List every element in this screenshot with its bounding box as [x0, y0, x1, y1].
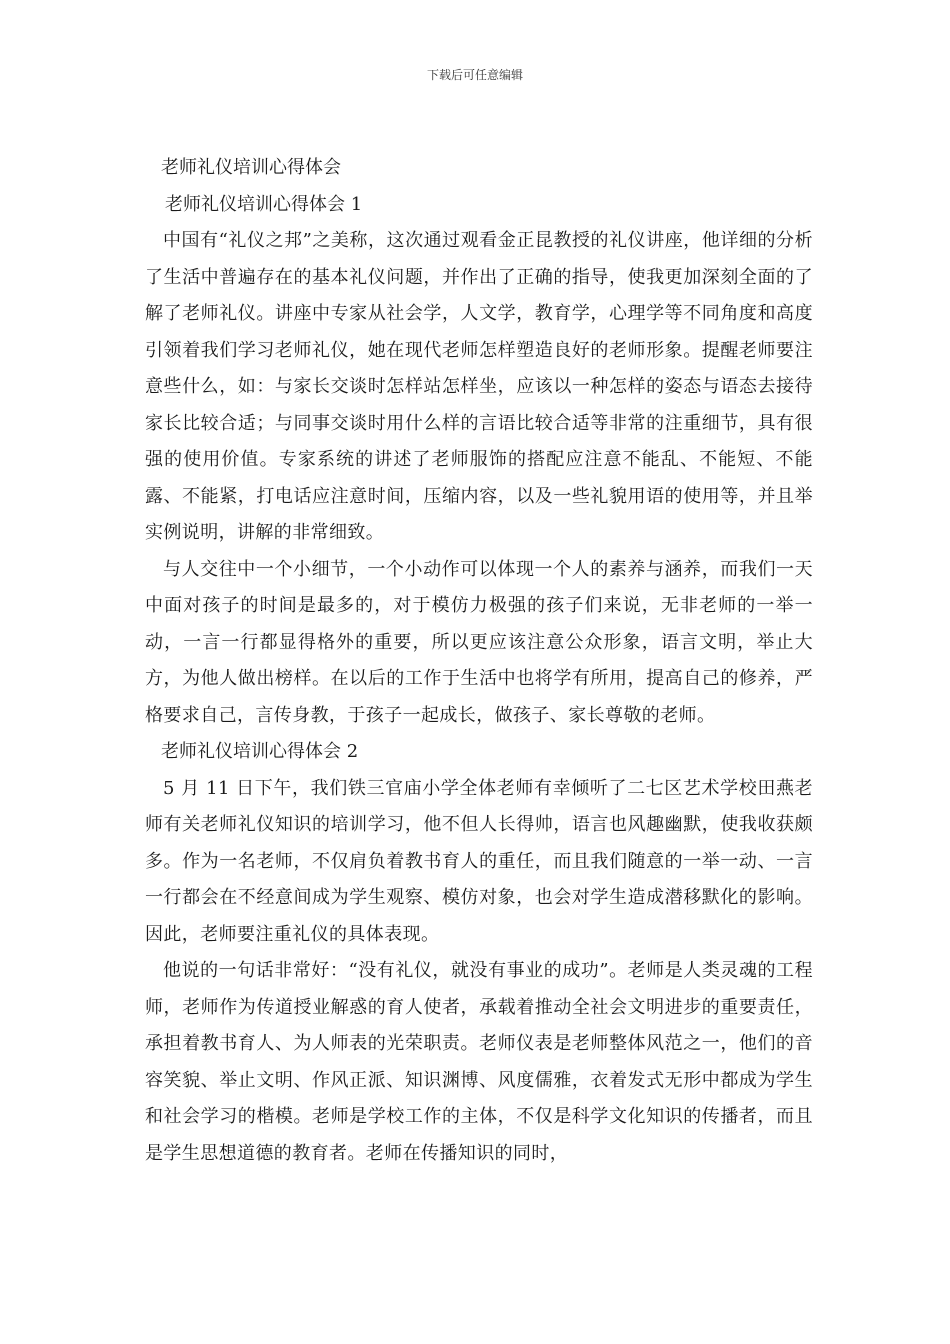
page-header-note: 下载后可任意编辑	[426, 68, 523, 82]
section-1-paragraph-1: 中国有“礼仪之邦”之美称，这次通过观看金正昆教授的礼仪讲座，他详细的分析了生活中普遍存在的基本礼仪问题，并作出了正确的指导，使我更加深刻全面的了解了老师礼仪。讲座中专家从社会学，人文学，教育学，心理学等不同角度和高度引领着我们学习老师礼仪，她在现代老师怎样塑造良好的老师形象。提醒老师要注意些什么，如：与家长交谈时怎样站怎样坐，应该以一种怎样的姿态与语态去接待家长比较合适；与同事交谈时用什么样的言语比较合适等非常的注重细节，具有很强的使用价值。专家系统的讲述了老师服饰的搭配应注意不能乱、不能短、不能露、不能紧，打电话应注意时间，压缩内容，以及一些礼貌用语的使用等，并且举实例说明，讲解的非常细致。	[145, 230, 813, 543]
section-1-paragraph-2: 与人交往中一个小细节，一个小动作可以体现一个人的素养与涵养，而我们一天中面对孩子的时间是最多的，对于模仿力极强的孩子们来说，无非老师的一举一动，一言一行都显得格外的重要，所以更应该注意公众形象，语言文明，举止大方，为他人做出榜样。在以后的工作于生活中也将学有所用，提高自己的修养，严格要求自己，言传身教，于孩子一起成长，做孩子、家长尊敬的老师。	[145, 558, 813, 726]
section-1-heading: 老师礼仪培训心得体会 1	[165, 193, 363, 215]
section-2-heading: 老师礼仪培训心得体会 2	[161, 741, 359, 762]
section-2-paragraph-2: 他说的一句话非常好：“没有礼仪，就没有事业的成功”。老师是人类灵魂的工程师，老师作为传道授业解惑的育人使者，承载着推动全社会文明进步的重要责任，承担着教书育人、为人师表的光荣职责。老师仪表是老师整体风范之一，他们的音容笑貌、举止文明、作风正派、知识渊博、风度儒雅，衣着发式无形中都成为学生和社会学习的楷模。老师是学校工作的主体，不仅是科学文化知识的传播者，而且是学生思想道德的教育者。老师在传播知识的同时，	[145, 960, 813, 1164]
document-title: 老师礼仪培训心得体会	[161, 157, 341, 178]
section-2-paragraph-1: 5 月 11 日下午，我们铁三官庙小学全体老师有幸倾听了二七区艺术学校田燕老师有关老师礼仪知识的培训学习，他不但人长得帅，语言也风趣幽默，使我收获颇多。作为一名老师，不仅肩负着教书育人的重任，而且我们随意的一举一动、一言一行都会在不经意间成为学生观察、模仿对象，也会对学生造成潜移默化的影响。因此，老师要注重礼仪的具体表现。	[145, 777, 813, 945]
document-body	[145, 150, 813, 1172]
